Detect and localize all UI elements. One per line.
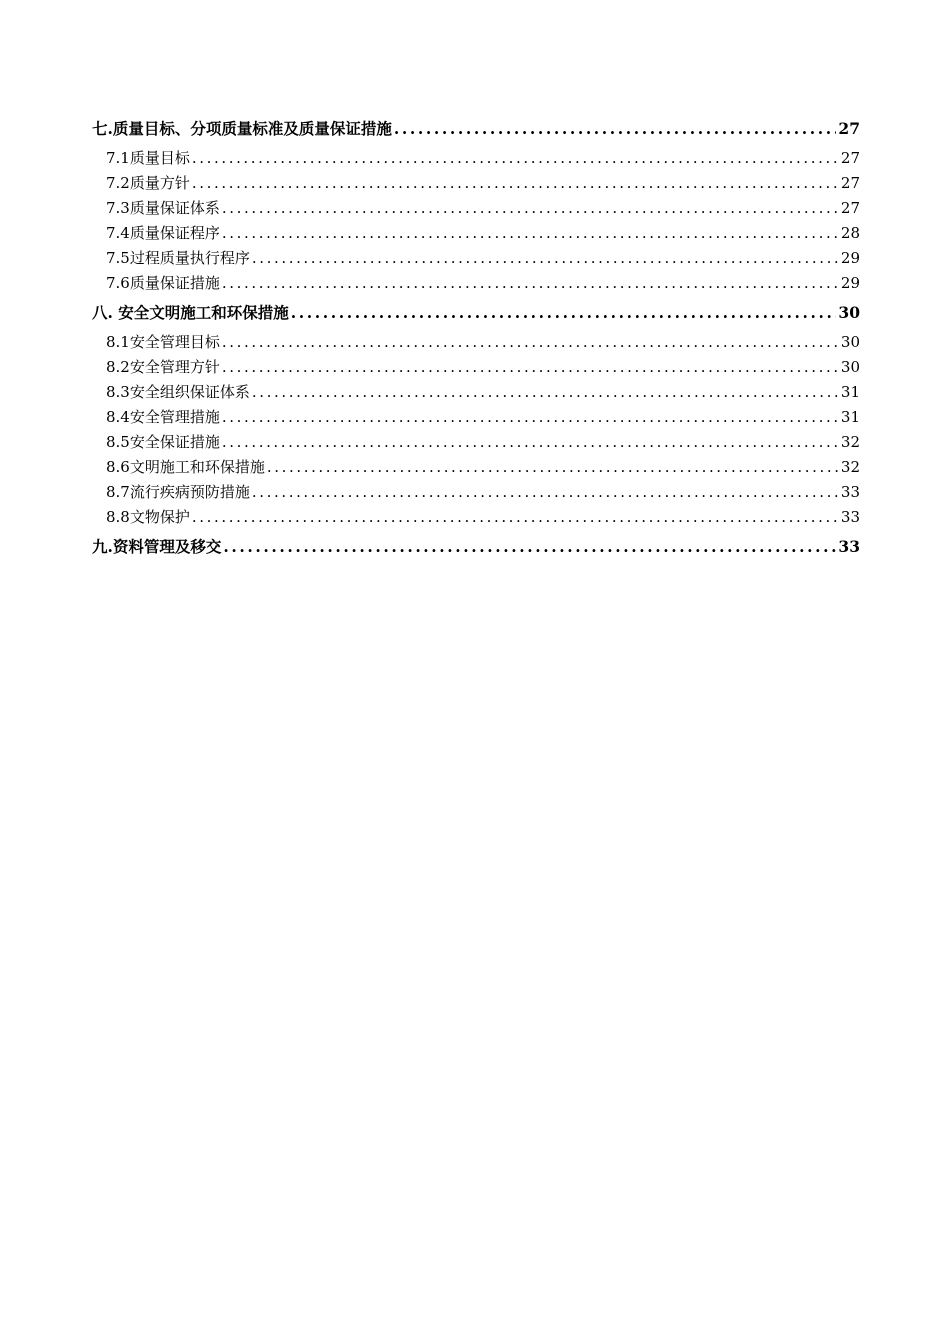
toc-entry-title: 8.4安全管理措施 [106, 408, 220, 426]
toc-entry-page: 31 [840, 408, 860, 426]
toc-entry-section-8-3[interactable] [92, 380, 860, 405]
toc-entry-title: 8.8文物保护 [106, 508, 190, 526]
dot-leader [252, 246, 839, 271]
toc-entry-chapter-8[interactable] [92, 296, 860, 330]
toc-entry-title: 8.7流行疾病预防措施 [106, 483, 250, 501]
toc-entry-section-8-4[interactable] [92, 405, 860, 430]
toc-entry-title: 8.1安全管理目标 [106, 333, 220, 351]
dot-leader [192, 171, 839, 196]
toc-entry-section-8-5[interactable] [92, 430, 860, 455]
toc-entry-page: 33 [838, 537, 860, 556]
toc-entry-section-8-7[interactable] [92, 480, 860, 505]
dot-leader [222, 355, 839, 380]
dot-leader [222, 430, 839, 455]
toc-entry-title: 7.5过程质量执行程序 [106, 249, 250, 267]
toc-entry-chapter-7[interactable] [92, 112, 860, 146]
toc-entry-page: 31 [840, 383, 860, 401]
dot-leader [252, 380, 839, 405]
toc-entry-page: 33 [840, 483, 860, 501]
toc-entry-page: 27 [840, 149, 860, 167]
toc-entry-section-7-3[interactable] [92, 196, 860, 221]
dot-leader [222, 405, 839, 430]
toc-entry-title: 8.3安全组织保证体系 [106, 383, 250, 401]
table-of-contents [92, 112, 860, 564]
dot-leader [192, 505, 839, 530]
toc-entry-page: 29 [840, 249, 860, 267]
toc-entry-title: 8.2安全管理方针 [106, 358, 220, 376]
toc-entry-section-8-6[interactable] [92, 455, 860, 480]
toc-entry-title: 7.4质量保证程序 [106, 224, 220, 242]
toc-entry-title: 7.3质量保证体系 [106, 199, 220, 217]
toc-entry-title: 8.5安全保证措施 [106, 433, 220, 451]
toc-entry-title: 7.1质量目标 [106, 149, 190, 167]
toc-entry-page: 32 [840, 433, 860, 451]
toc-entry-page: 29 [840, 274, 860, 292]
toc-entry-page: 30 [840, 333, 860, 351]
toc-entry-page: 27 [840, 174, 860, 192]
toc-entry-section-7-1[interactable] [92, 146, 860, 171]
toc-entry-section-8-1[interactable] [92, 330, 860, 355]
toc-entry-page: 30 [840, 358, 860, 376]
toc-entry-page: 27 [838, 119, 860, 138]
toc-entry-section-7-6[interactable] [92, 271, 860, 296]
dot-leader [394, 112, 837, 146]
toc-entry-section-8-2[interactable] [92, 355, 860, 380]
toc-entry-section-8-8[interactable] [92, 505, 860, 530]
dot-leader [222, 196, 839, 221]
dot-leader [252, 480, 839, 505]
toc-entry-page: 28 [840, 224, 860, 242]
toc-entry-title: 七.质量目标、分项质量标准及质量保证措施 [92, 119, 392, 138]
toc-entry-title: 7.6质量保证措施 [106, 274, 220, 292]
dot-leader [267, 455, 839, 480]
dot-leader [222, 271, 839, 296]
toc-entry-title: 8.6文明施工和环保措施 [106, 458, 265, 476]
toc-entry-page: 32 [840, 458, 860, 476]
dot-leader [192, 146, 839, 171]
dot-leader [222, 330, 839, 355]
toc-entry-page: 33 [840, 508, 860, 526]
dot-leader [222, 221, 839, 246]
toc-entry-page: 27 [840, 199, 860, 217]
toc-entry-section-7-4[interactable] [92, 221, 860, 246]
toc-entry-title: 八. 安全文明施工和环保措施 [92, 303, 289, 322]
toc-entry-page: 30 [838, 303, 860, 322]
toc-entry-section-7-5[interactable] [92, 246, 860, 271]
toc-entry-title: 九.资料管理及移交 [92, 537, 222, 556]
dot-leader [223, 530, 836, 564]
toc-entry-chapter-9[interactable] [92, 530, 860, 564]
toc-entry-title: 7.2质量方针 [106, 174, 190, 192]
toc-entry-section-7-2[interactable] [92, 171, 860, 196]
dot-leader [291, 296, 837, 330]
